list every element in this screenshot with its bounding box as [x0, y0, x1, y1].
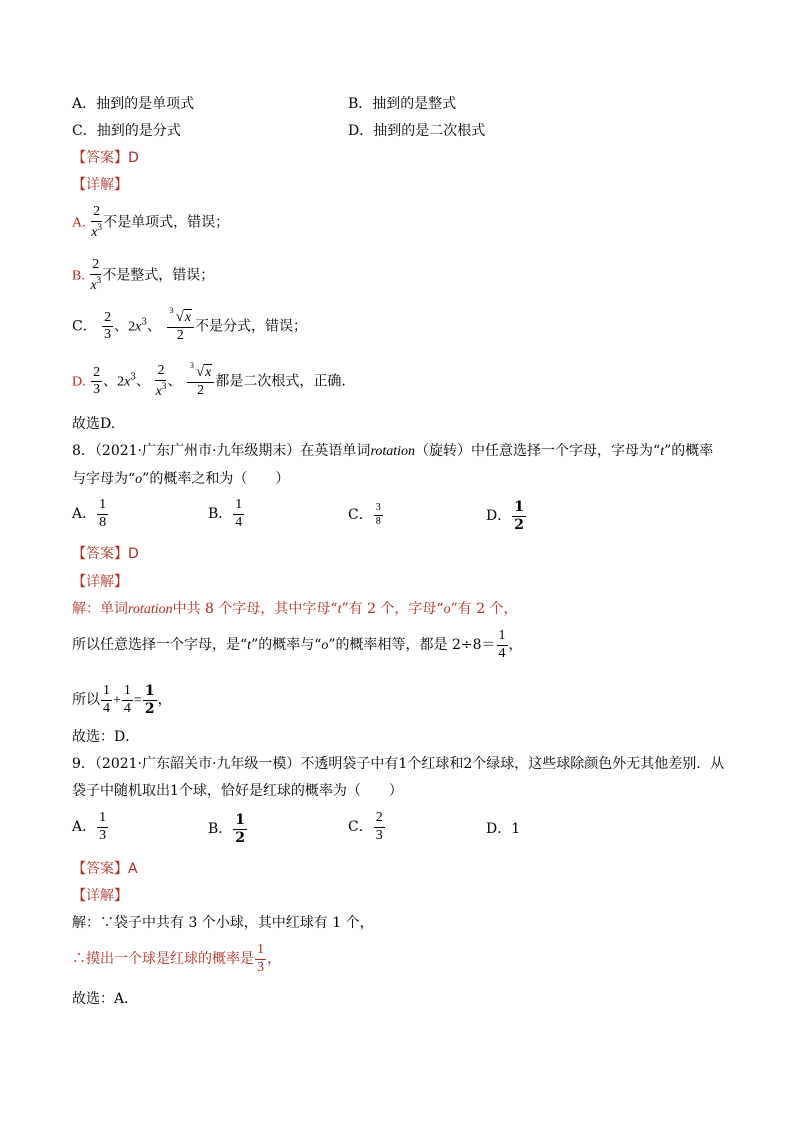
fraction-cuberoot-x-over-2: 3 √x 2 [167, 310, 194, 343]
q8-stem-line2: 与字母为“o”的概率之和为（ ） [72, 471, 290, 487]
q9-detail-label: 【详解】 [72, 888, 128, 904]
q9-stem-line2: 袋子中随机取出1个球，恰好是红球的概率为（ ） [72, 783, 403, 799]
q9-option-a: A． $\frac{1}{3}$ [72, 810, 107, 843]
q9-option-d: D．1 [486, 821, 521, 837]
q8-solution-line3: 所以 $\frac{1}{4}$ + $\frac{1}{4}$ = $\frac{1}{2}$ ， [72, 683, 172, 717]
q8-stem-line1: 8．（2021·广东广州市·九年级期末）在英语单词rotation（旋转）中任意选择一个字母，字母为“t”的概率 [72, 443, 714, 459]
fraction-2-over-3: $\frac{2}{3}$ [93, 364, 101, 398]
q7-line-a: A. $\frac{2}{x^3}$ 不是单项式，错误； [72, 204, 230, 240]
q9-solution-line1: 解：∵袋子中共有 3 个小球，其中红球有 1 个， [72, 915, 374, 931]
q8-option-b: B． $\frac{1}{4}$ [208, 497, 243, 530]
q7-option-d: D．抽到的是二次根式 [348, 123, 486, 139]
q8-conclusion: 故选：D． [72, 729, 140, 745]
fraction-2-over-x3: $\frac{2}{x^3}$ [90, 257, 102, 293]
q7-conclusion: 故选D. [72, 416, 116, 432]
q7-line-c: C． $\frac{2}{3}$ 、$2x^3$、 3 √x 2 不是分式，错误； [72, 306, 308, 343]
q7-line-d: D. $\frac{2}{3}$ 、$2x^3$、 $\frac{2}{x^3}$ 、 3 √x 2 都是二次根式，正确. [72, 360, 346, 399]
q8-option-c: C． $\frac{3}{8}$ [348, 502, 381, 527]
q9-option-b: B． $\frac{1}{2}$ [208, 812, 246, 846]
q8-solution-line1: 解：单词rotation中共 8 个字母，其中字母“t”有 2 个，字母“o”有 2 个， [72, 601, 518, 617]
fraction-2-over-x3: $\frac{2}{x^3}$ [91, 204, 102, 240]
q8-answer: 【答案】D [72, 546, 139, 562]
q7-answer: 【答案】D [72, 150, 139, 166]
q9-answer: 【答案】A [72, 861, 138, 877]
q7-option-b: B．抽到的是整式 [348, 96, 457, 112]
q8-detail-label: 【详解】 [72, 574, 128, 590]
fraction-cuberoot-x-over-2: 3 √x 2 [187, 365, 214, 398]
q7-option-a: A．抽到的是单项式 [72, 96, 195, 112]
fraction-2-over-3: $\frac{2}{3}$ [104, 309, 112, 343]
fraction-2-over-x3: $\frac{2}{x^3}$ [155, 363, 167, 399]
q9-stem-line1: 9．（2021·广东韶关市·九年级一模）不透明袋子中有1个红球和2个绿球，这些球除颜色外无其他差别．从 [72, 756, 725, 772]
q8-option-d: D． $\frac{1}{2}$ [486, 499, 524, 533]
q7-detail-label: 【详解】 [72, 177, 128, 193]
q8-option-a: A． $\frac{1}{8}$ [72, 497, 107, 530]
q9-option-c: C． $\frac{2}{3}$ [348, 810, 383, 843]
q8-solution-line2: 所以任意选择一个字母，是“t”的概率与“o”的概率相等，都是 2÷8＝ $\frac{1}{4}$ ， [72, 628, 523, 661]
q9-conclusion: 故选：A． [72, 991, 139, 1007]
q7-line-b: B. $\frac{2}{x^3}$ 不是整式，错误； [72, 257, 215, 293]
q7-option-c: C．抽到的是分式 [72, 123, 181, 139]
q9-solution-line2: ∴摸出一个球是红球的概率是 $\frac{1}{3}$ ， [72, 942, 281, 975]
